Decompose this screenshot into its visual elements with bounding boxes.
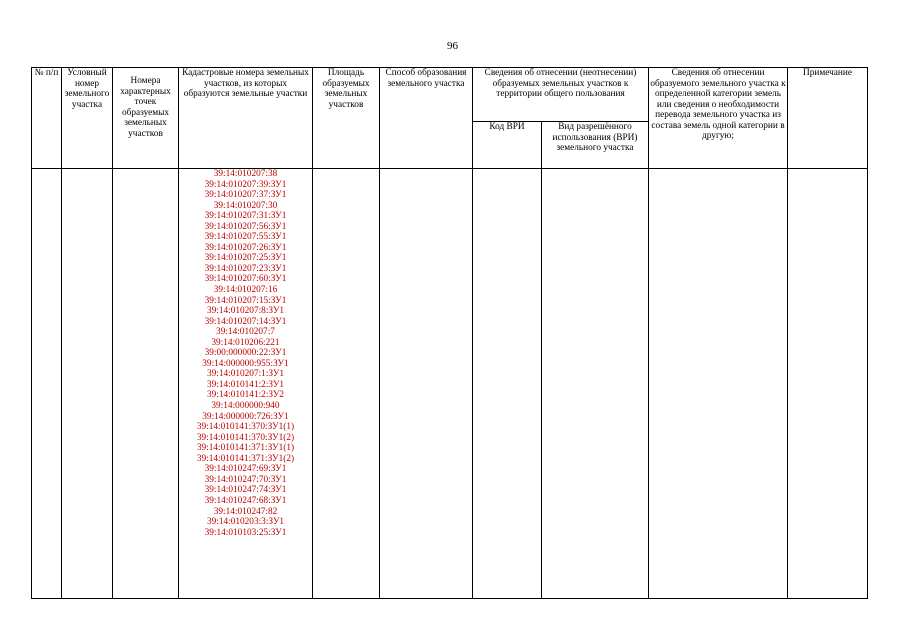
cadastral-number: 39:14:010207:15:ЗУ1 [204, 295, 287, 306]
cadastral-number: 39:14:000000:955:ЗУ1 [202, 358, 289, 369]
cadastral-number: 39:14:010207:60:ЗУ1 [204, 274, 287, 285]
cadastral-number: 39:14:010247:68:ЗУ1 [204, 495, 287, 506]
cadastral-number: 39:00:000000:22:ЗУ1 [204, 348, 287, 359]
cadastral-number: 39:14:010203:3:ЗУ1 [206, 517, 285, 528]
header-vri-code: Код ВРИ [473, 122, 542, 169]
cadastral-number: 39:14:010207:39:ЗУ1 [204, 179, 287, 190]
cadastral-number: 39:14:010207:31:ЗУ1 [204, 211, 287, 222]
header-points: Номера характерных точек образуемых земельных участков [113, 68, 179, 169]
cadastral-number: 39:14:010207:8:ЗУ1 [206, 306, 285, 317]
cell-cond-number [62, 169, 113, 599]
cell-vri-code [473, 169, 542, 599]
cadastral-number: 39:14:010141:370:ЗУ1(2) [196, 432, 295, 443]
cadastral-number: 39:14:010247:70:ЗУ1 [204, 474, 287, 485]
cadastral-number: 39:14:010103:25:ЗУ1 [204, 527, 287, 538]
cadastral-number: 39:14:010207:25:ЗУ1 [204, 253, 287, 264]
header-row-1 [32, 68, 868, 122]
cell-method [380, 169, 473, 599]
cell-note [788, 169, 868, 599]
cell-points [113, 169, 179, 599]
page-number: 96 [447, 40, 458, 52]
header-vri-kind: Вид разрешённого использования (ВРИ) земельного участка [542, 122, 649, 169]
cadastral-number: 39:14:010207:26:ЗУ1 [204, 242, 287, 253]
cell-category [649, 169, 788, 599]
cadastral-number: 39:14:010207:23:ЗУ1 [204, 263, 287, 274]
cadastral-number: 39:14:010141:371:ЗУ1(1) [196, 443, 295, 454]
header-category: Сведения об отнесении образуемого земельного участка к определенной категории земель или сведения о необходимости перевода земельного участка из состава земель одной категории в другую; [649, 68, 788, 169]
header-method: Способ образования земельного участка [380, 68, 473, 169]
cell-area [313, 169, 380, 599]
land-plots-table [31, 67, 868, 599]
header-num: № п/п [32, 68, 62, 169]
cadastral-number: 39:14:010207:1:ЗУ1 [206, 369, 285, 380]
header-cadastral: Кадастровые номера земельных участков, из которых образуются земельные участки [179, 68, 313, 169]
cadastral-number: 39:14:010207:37:ЗУ1 [204, 190, 287, 201]
cadastral-number: 39:14:000000:940 [211, 401, 280, 412]
header-cond-number: Условный номер земельного участка [62, 68, 113, 169]
cadastral-number: 39:14:010207:38 [213, 169, 278, 179]
cadastral-number: 39:14:000000:726:ЗУ1 [202, 411, 289, 422]
cell-vri-kind [542, 169, 649, 599]
cadastral-number: 39:14:010247:82 [213, 506, 278, 517]
cadastral-number: 39:14:010207:16 [213, 285, 278, 296]
cadastral-number: 39:14:010141:371:ЗУ1(2) [196, 453, 295, 464]
header-area: Площадь образуемых земельных участков [313, 68, 380, 169]
cadastral-number: 39:14:010207:7 [216, 327, 275, 338]
cadastral-number: 39:14:010141:2:ЗУ1 [206, 379, 285, 390]
cadastral-number: 39:14:010247:74:ЗУ1 [204, 485, 287, 496]
cadastral-number: 39:14:010206:221 [211, 337, 280, 348]
table-row [32, 169, 868, 599]
cell-num [32, 169, 62, 599]
cell-cadastral [179, 169, 313, 599]
header-general-use: Сведения об отнесении (неотнесении) образуемых земельных участков к территории общего пользования [473, 68, 649, 122]
cadastral-number: 39:14:010141:370:ЗУ1(1) [196, 422, 295, 433]
cadastral-number: 39:14:010207:56:ЗУ1 [204, 221, 287, 232]
cadastral-number: 39:14:010207:14:ЗУ1 [204, 316, 287, 327]
cadastral-number: 39:14:010247:69:ЗУ1 [204, 464, 287, 475]
cadastral-number: 39:14:010141:2:ЗУ2 [206, 390, 285, 401]
header-note: Примечание [788, 68, 868, 169]
cadastral-number-list [180, 169, 311, 538]
cadastral-number: 39:14:010207:55:ЗУ1 [204, 232, 287, 243]
cadastral-number: 39:14:010207:30 [213, 200, 278, 211]
